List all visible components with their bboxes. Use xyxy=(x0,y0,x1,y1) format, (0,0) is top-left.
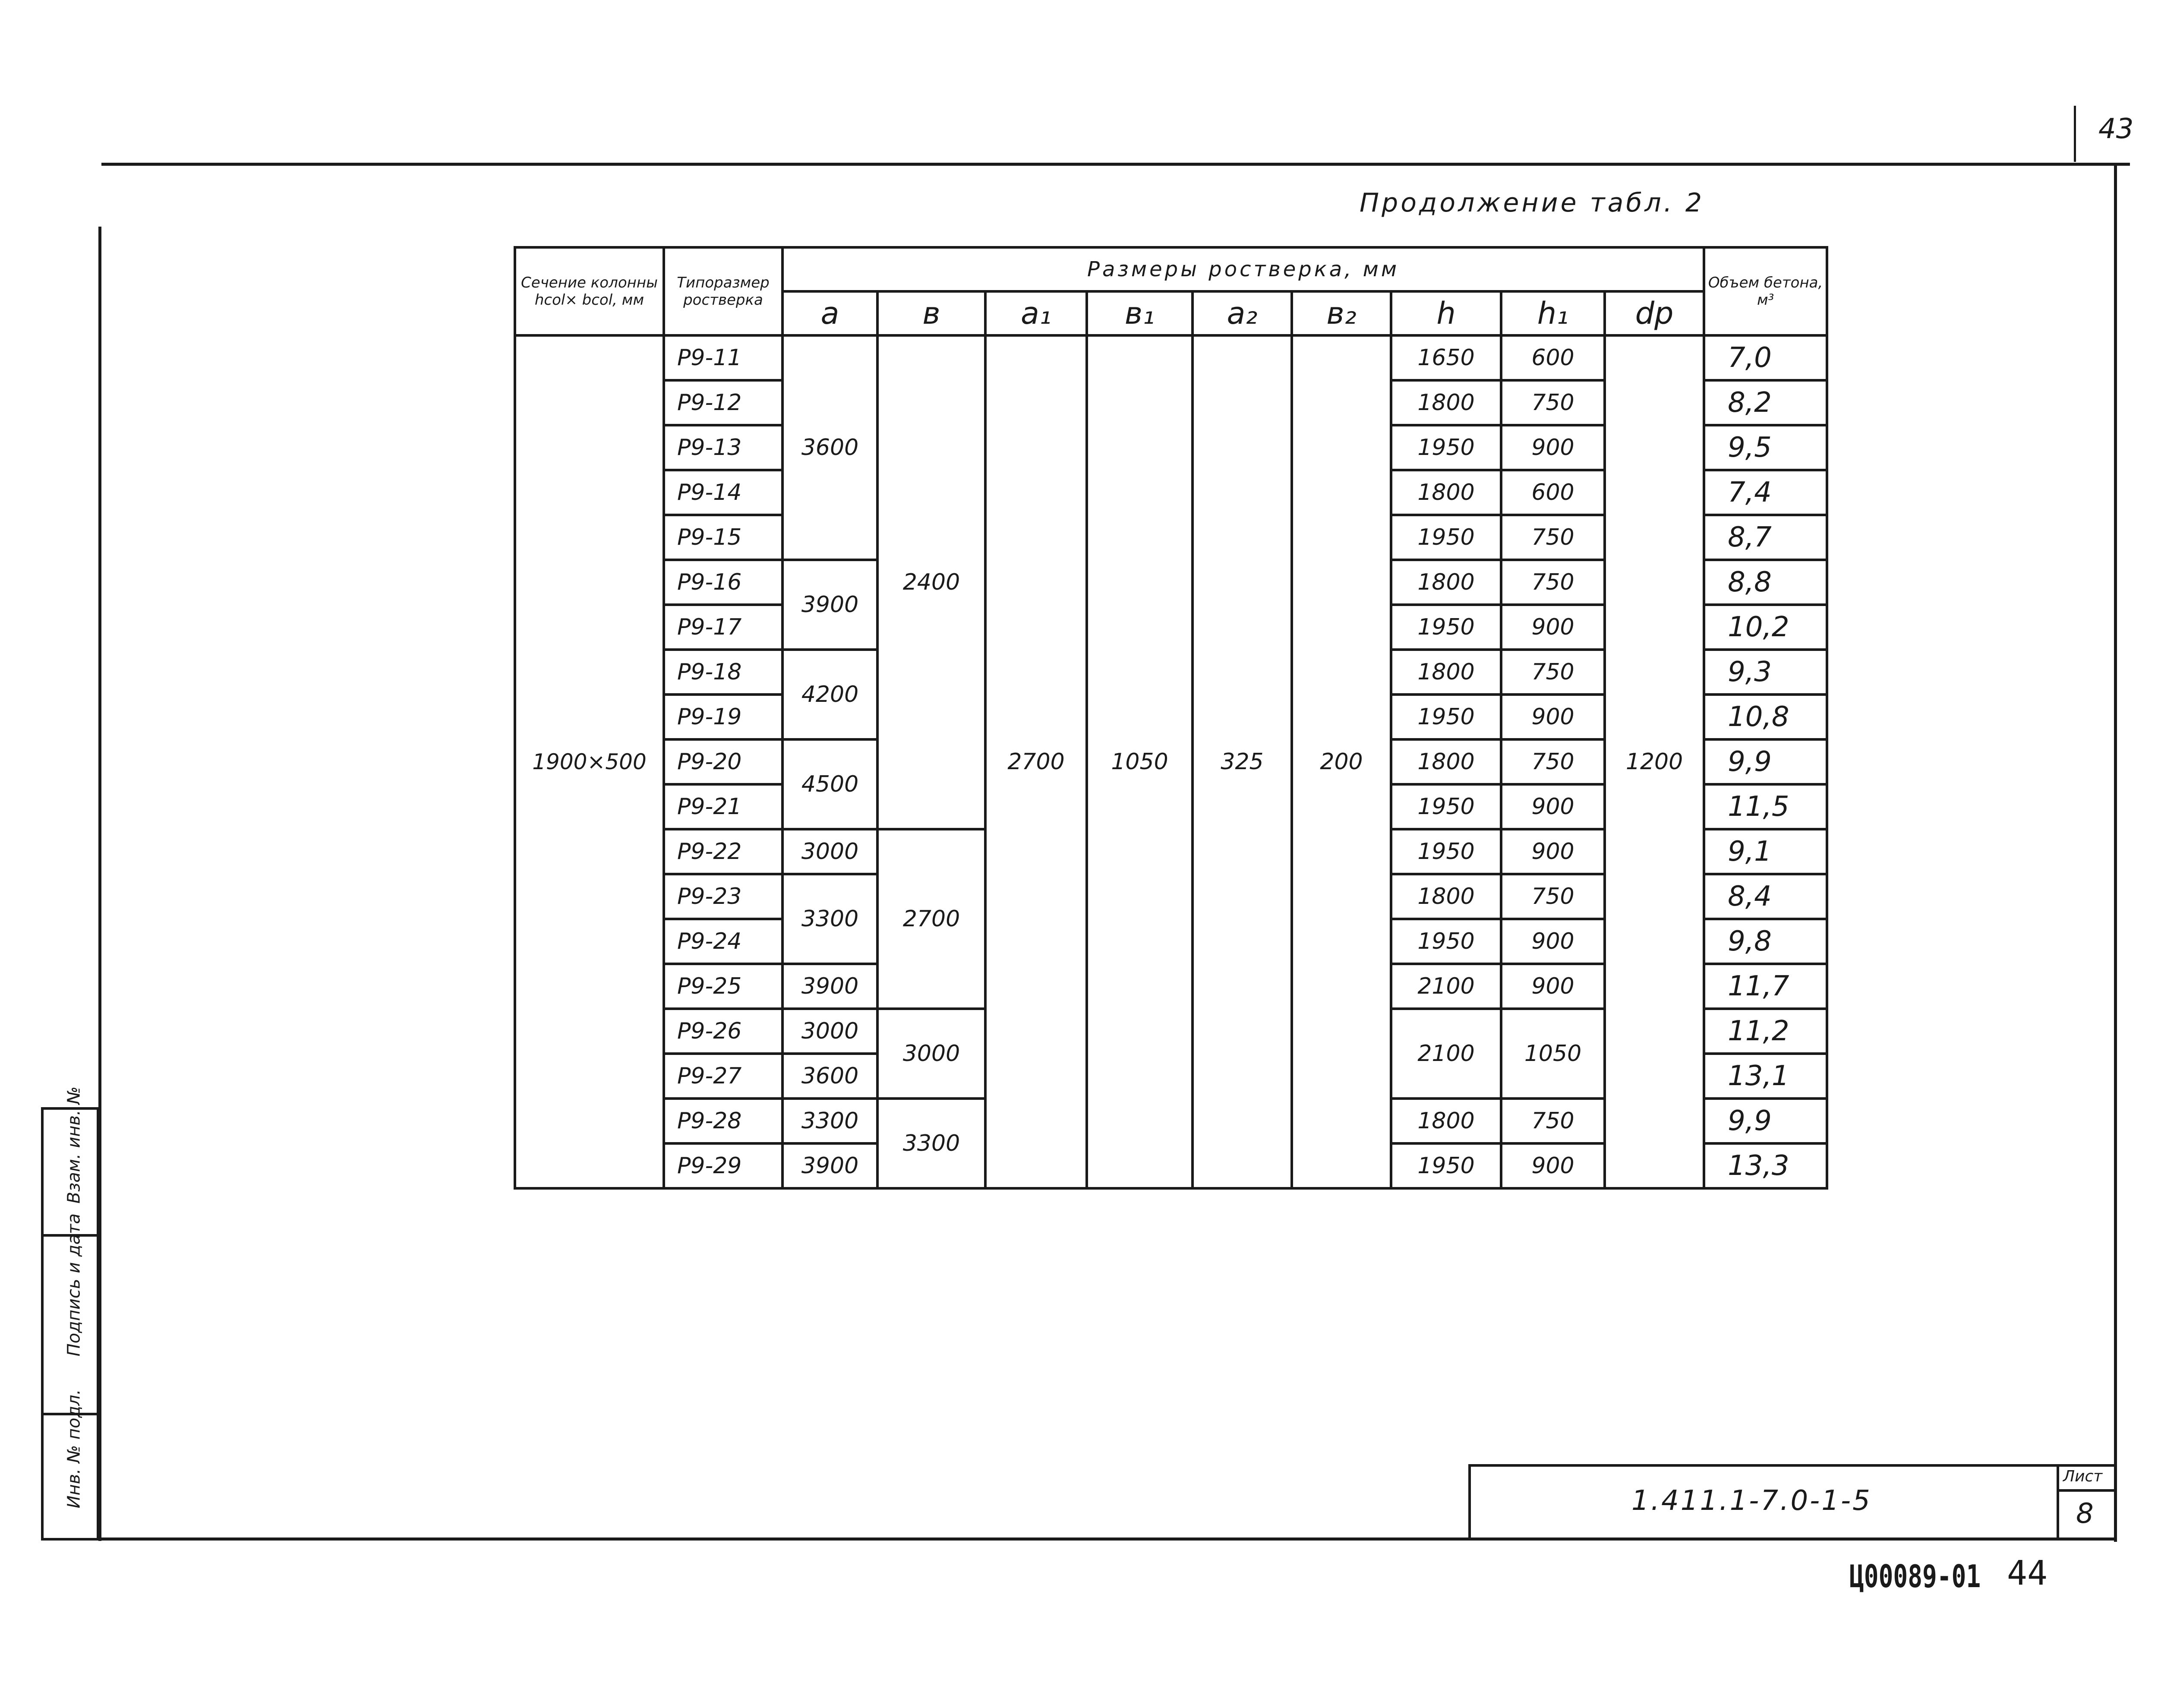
type-code-cell: Р9-19 xyxy=(664,695,782,739)
h-value-cell: 1800 xyxy=(1391,380,1501,425)
h-value-cell: 1800 xyxy=(1391,1099,1501,1143)
stamp-inv-cell xyxy=(41,1389,99,1541)
frame-top-line xyxy=(101,163,2130,166)
a-value-cell: 3900 xyxy=(782,560,877,650)
archive-page: 44 xyxy=(2007,1554,2048,1593)
h1-value-cell: 600 xyxy=(1501,335,1605,380)
type-code-cell: Р9-18 xyxy=(664,650,782,695)
h1-value-cell: 900 xyxy=(1501,695,1605,739)
stamp-replace-label: Взам. инв. № xyxy=(64,1086,84,1204)
corner-tick-line xyxy=(2074,106,2076,162)
volume-value-cell: 9,8 xyxy=(1704,919,1827,964)
a-value-cell: 3000 xyxy=(782,829,877,874)
h-value-cell: 1800 xyxy=(1391,560,1501,605)
type-code-cell: Р9-12 xyxy=(664,380,782,425)
a-value-cell: 4500 xyxy=(782,739,877,829)
sheet-label: Лист xyxy=(2063,1468,2103,1485)
h-value-cell: 1950 xyxy=(1391,829,1501,874)
type-code-cell: Р9-13 xyxy=(664,425,782,470)
type-code-cell: Р9-26 xyxy=(664,1009,782,1054)
volume-value-cell: 13,1 xyxy=(1704,1054,1827,1099)
stamp-sign-label: Подпись и дата xyxy=(64,1213,84,1357)
a2-value-cell: 325 xyxy=(1193,335,1292,1188)
volume-value-cell: 8,2 xyxy=(1704,380,1827,425)
h-value-cell: 1950 xyxy=(1391,695,1501,739)
type-code-cell: Р9-20 xyxy=(664,739,782,784)
h-value-cell: 1800 xyxy=(1391,739,1501,784)
volume-value-cell: 10,8 xyxy=(1704,695,1827,739)
archive-code: Ц00089-01 xyxy=(1849,1558,1981,1594)
type-code-cell: Р9-14 xyxy=(664,470,782,515)
frame-right-line xyxy=(2114,163,2117,1542)
volume-value-cell: 7,0 xyxy=(1704,335,1827,380)
sheet-divider-line xyxy=(2057,1489,2116,1492)
stamp-inv-label: Инв. № подл. xyxy=(64,1389,84,1509)
type-code-cell: Р9-25 xyxy=(664,964,782,1009)
volume-value-cell: 8,7 xyxy=(1704,515,1827,560)
h1-value-cell: 750 xyxy=(1501,380,1605,425)
h1-value-cell: 900 xyxy=(1501,605,1605,650)
b-value-cell: 2700 xyxy=(877,829,985,1009)
h1-value-cell: 900 xyxy=(1501,784,1605,829)
header-type: Типоразмер ростверка xyxy=(664,247,782,335)
header-dp: dp xyxy=(1605,291,1704,335)
volume-value-cell: 10,2 xyxy=(1704,605,1827,650)
h1-value-cell: 750 xyxy=(1501,874,1605,919)
header-section: Сечение колонны hcol× bcol, мм xyxy=(515,247,664,335)
type-code-cell: Р9-15 xyxy=(664,515,782,560)
section-value-cell: 1900×500 xyxy=(515,335,664,1188)
header-dimensions-group: Размеры ростверка, мм xyxy=(782,247,1704,291)
a-value-cell: 3300 xyxy=(782,874,877,964)
header-a1: a₁ xyxy=(985,291,1087,335)
h-value-cell: 1950 xyxy=(1391,1143,1501,1188)
h-value-cell: 2100 xyxy=(1391,964,1501,1009)
header-a2: a₂ xyxy=(1193,291,1292,335)
h-value-cell: 1950 xyxy=(1391,515,1501,560)
h1-value-cell: 750 xyxy=(1501,650,1605,695)
a-value-cell: 3900 xyxy=(782,1143,877,1188)
dp-value-cell: 1200 xyxy=(1605,335,1704,1188)
h-value-cell: 1650 xyxy=(1391,335,1501,380)
type-code-cell: Р9-11 xyxy=(664,335,782,380)
h1-value-cell: 900 xyxy=(1501,829,1605,874)
a-value-cell: 3600 xyxy=(782,335,877,560)
h1-value-cell: 750 xyxy=(1501,515,1605,560)
a1-value-cell: 2700 xyxy=(985,335,1087,1188)
h1-value-cell: 900 xyxy=(1501,919,1605,964)
volume-value-cell: 9,3 xyxy=(1704,650,1827,695)
volume-value-cell: 7,4 xyxy=(1704,470,1827,515)
type-code-cell: Р9-29 xyxy=(664,1143,782,1188)
type-code-cell: Р9-28 xyxy=(664,1099,782,1143)
h1-value-cell: 750 xyxy=(1501,560,1605,605)
volume-value-cell: 9,9 xyxy=(1704,1099,1827,1143)
header-b2: в₂ xyxy=(1292,291,1391,335)
h1-value-cell: 750 xyxy=(1501,739,1605,784)
table-row xyxy=(515,335,1827,380)
type-code-cell: Р9-17 xyxy=(664,605,782,650)
stamp-sign-cell xyxy=(41,1213,99,1415)
h-value-cell: 1950 xyxy=(1391,784,1501,829)
volume-value-cell: 8,8 xyxy=(1704,560,1827,605)
type-code-cell: Р9-22 xyxy=(664,829,782,874)
volume-value-cell: 11,5 xyxy=(1704,784,1827,829)
h-value-cell: 2100 xyxy=(1391,1009,1501,1099)
a-value-cell: 3300 xyxy=(782,1099,877,1143)
continuation-title: Продолжение табл. 2 xyxy=(1360,188,1705,218)
b-value-cell: 3300 xyxy=(877,1099,985,1188)
header-b: в xyxy=(877,291,985,335)
b-value-cell: 3000 xyxy=(877,1009,985,1099)
h-value-cell: 1950 xyxy=(1391,919,1501,964)
type-code-cell: Р9-16 xyxy=(664,560,782,605)
type-code-cell: Р9-21 xyxy=(664,784,782,829)
page-number-top: 43 xyxy=(2098,113,2134,145)
volume-value-cell: 11,7 xyxy=(1704,964,1827,1009)
b-value-cell: 2400 xyxy=(877,335,985,829)
foundation-table xyxy=(514,246,1828,1190)
h-value-cell: 1800 xyxy=(1391,874,1501,919)
header-volume: Объем бетона, м³ xyxy=(1704,247,1827,335)
volume-value-cell: 11,2 xyxy=(1704,1009,1827,1054)
a-value-cell: 4200 xyxy=(782,650,877,739)
volume-value-cell: 8,4 xyxy=(1704,874,1827,919)
header-h1: h₁ xyxy=(1501,291,1605,335)
a-value-cell: 3900 xyxy=(782,964,877,1009)
h1-value-cell: 750 xyxy=(1501,1099,1605,1143)
h1-value-cell: 900 xyxy=(1501,964,1605,1009)
header-h: h xyxy=(1391,291,1501,335)
h1-value-cell: 900 xyxy=(1501,1143,1605,1188)
b1-value-cell: 1050 xyxy=(1087,335,1193,1188)
type-code-cell: Р9-23 xyxy=(664,874,782,919)
h-value-cell: 1800 xyxy=(1391,470,1501,515)
h1-value-cell: 900 xyxy=(1501,425,1605,470)
sheet-number: 8 xyxy=(2076,1498,2094,1530)
volume-value-cell: 13,3 xyxy=(1704,1143,1827,1188)
volume-value-cell: 9,5 xyxy=(1704,425,1827,470)
h-value-cell: 1950 xyxy=(1391,425,1501,470)
b2-value-cell: 200 xyxy=(1292,335,1391,1188)
h1-value-cell: 1050 xyxy=(1501,1009,1605,1099)
volume-value-cell: 9,9 xyxy=(1704,739,1827,784)
type-code-cell: Р9-24 xyxy=(664,919,782,964)
header-b1: в₁ xyxy=(1087,291,1193,335)
h1-value-cell: 600 xyxy=(1501,470,1605,515)
volume-value-cell: 9,1 xyxy=(1704,829,1827,874)
header-a: a xyxy=(782,291,877,335)
h-value-cell: 1950 xyxy=(1391,605,1501,650)
h-value-cell: 1800 xyxy=(1391,650,1501,695)
type-code-cell: Р9-27 xyxy=(664,1054,782,1099)
a-value-cell: 3600 xyxy=(782,1054,877,1099)
doc-code: 1.411.1-7.0-1-5 xyxy=(1631,1485,1872,1517)
a-value-cell: 3000 xyxy=(782,1009,877,1054)
